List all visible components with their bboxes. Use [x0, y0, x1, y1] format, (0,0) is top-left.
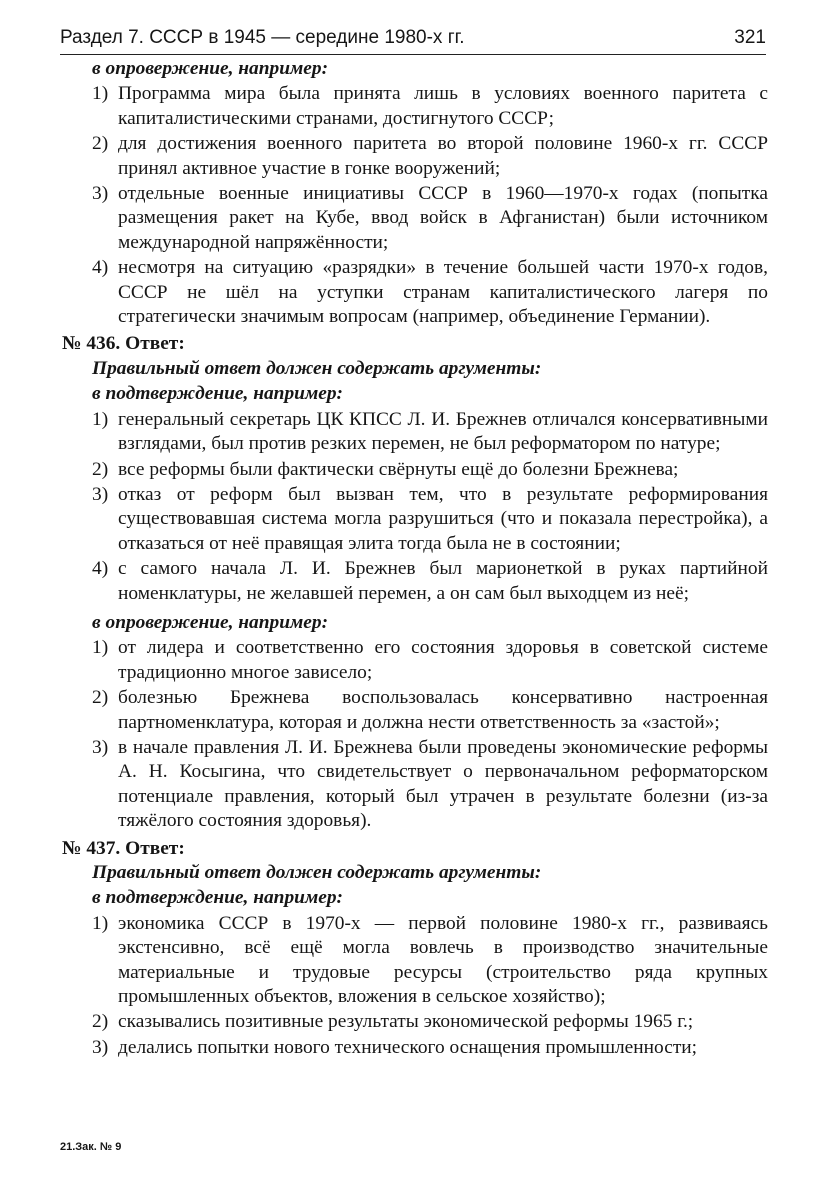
list-item-text: все реформы были фактически свёрнуты ещё до болезни Брежнева;: [118, 458, 679, 480]
confirm-heading: в подтверждение, например:: [92, 887, 343, 909]
page-header: [60, 24, 766, 55]
list-item: [62, 483, 768, 556]
confirm-list: [62, 408, 768, 606]
list-item-text: делались попытки нового технического оснащения промышленности;: [118, 1036, 698, 1058]
list-marker: 4): [92, 558, 109, 580]
list-marker: 2): [92, 687, 109, 709]
list-marker: 1): [92, 408, 109, 430]
list-item: [62, 82, 768, 131]
list-marker: 2): [92, 1011, 109, 1033]
list-marker: 1): [92, 637, 109, 659]
list-item: [62, 458, 768, 482]
list-marker: 3): [92, 183, 109, 205]
list-item: [62, 686, 768, 735]
refute-list: [62, 636, 768, 833]
list-item: [62, 636, 768, 685]
task-437-number: № 437. Ответ:: [62, 837, 185, 859]
list-item-text: экономика СССР в 1970-х — первой половине 1980-х гг., развиваясь экстенсивно, всё ещё могла вовлечь в производство значительные материальные и трудовые ресурсы (строительство ряда крупных промышленных объектов, вложения в сельское хозяйство);: [118, 912, 768, 1008]
list-item-text: отдельные военные инициативы СССР в 1960—1970-х годах (попытка размещения ракет на Кубе, ввод войск в Афганистан) были источником международной напряжённости;: [118, 183, 768, 253]
list-item: [62, 256, 768, 329]
list-item-text: от лидера и соответственно его состояния здоровья в советской системе традиционно многое зависело;: [118, 637, 768, 683]
task-436-intro: Правильный ответ должен содержать аргументы:: [92, 357, 542, 379]
print-signature: 21.Зак. № 9: [60, 1141, 122, 1153]
list-item-text: генеральный секретарь ЦК КПСС Л. И. Брежнев отличался консервативными взглядами, был против резких перемен, не был реформатором по натуре;: [118, 408, 768, 455]
task-437-intro: Правильный ответ должен содержать аргументы:: [92, 862, 542, 883]
list-item: [62, 557, 768, 606]
list-marker: 1): [92, 83, 109, 105]
refute-list: [62, 82, 768, 329]
list-item: [62, 408, 768, 457]
refute-heading: в опровержение, например:: [92, 58, 329, 79]
page-content: [62, 57, 768, 1061]
list-item: [62, 132, 768, 181]
list-item: [62, 1010, 768, 1034]
list-item: [62, 912, 768, 1010]
list-item: [62, 1036, 768, 1060]
list-item-text: болезнью Брежнева воспользовалась консервативно настроенная партноменклатура, которая и должна нести ответственность за «застой»;: [118, 687, 768, 733]
task-436-number: № 436. Ответ:: [62, 333, 185, 355]
list-item-text: сказывались позитивные результаты экономической реформы 1965 г.;: [118, 1011, 694, 1033]
list-item-text: Программа мира была принята лишь в условиях военного паритета с капиталистическими странами, достигнутого СССР;: [118, 83, 768, 129]
list-marker: 2): [92, 458, 109, 480]
list-marker: 3): [92, 736, 109, 758]
list-item-text: в начале правления Л. И. Брежнева были проведены экономические реформы А. Н. Косыгина, что свидетельствует о первоначальном реформаторском потенциале правления, который был утрачен в результате болезни (из-за тяжёлого состояния здоровья).: [118, 736, 768, 832]
list-item-text: несмотря на ситуацию «разрядки» в течение большей части 1970-х годов, СССР не шёл на уступки странам капиталистического лагеря по стратегически значимым вопросам (например, объединение Германии).: [118, 257, 768, 328]
list-item: [62, 736, 768, 834]
confirm-list: [62, 912, 768, 1060]
list-item-text: с самого начала Л. И. Брежнев был марионеткой в руках партийной номенклатуры, не желавшей перемен, а он сам был выходцем из неё;: [118, 558, 768, 604]
list-item-text: для достижения военного паритета во второй половине 1960-х гг. СССР принял активное участие в гонке вооружений;: [118, 133, 768, 179]
page-number: 321: [734, 27, 766, 48]
list-item: [62, 182, 768, 255]
section-title: Раздел 7. СССР в 1945 — середине 1980-х гг.: [60, 27, 465, 48]
list-marker: 3): [92, 1036, 109, 1058]
list-marker: 2): [92, 133, 109, 155]
list-marker: 3): [92, 483, 109, 505]
refute-heading: в опровержение, например:: [92, 611, 329, 633]
list-item-text: отказ от реформ был вызван тем, что в результате реформирования существовавшая система могла разрушиться (что и показала перестройка), а отказаться от неё правящая элита тогда была не в состоянии;: [118, 483, 768, 554]
confirm-heading: в подтверждение, например:: [92, 383, 343, 405]
list-marker: 4): [92, 257, 109, 279]
list-marker: 1): [92, 912, 109, 934]
